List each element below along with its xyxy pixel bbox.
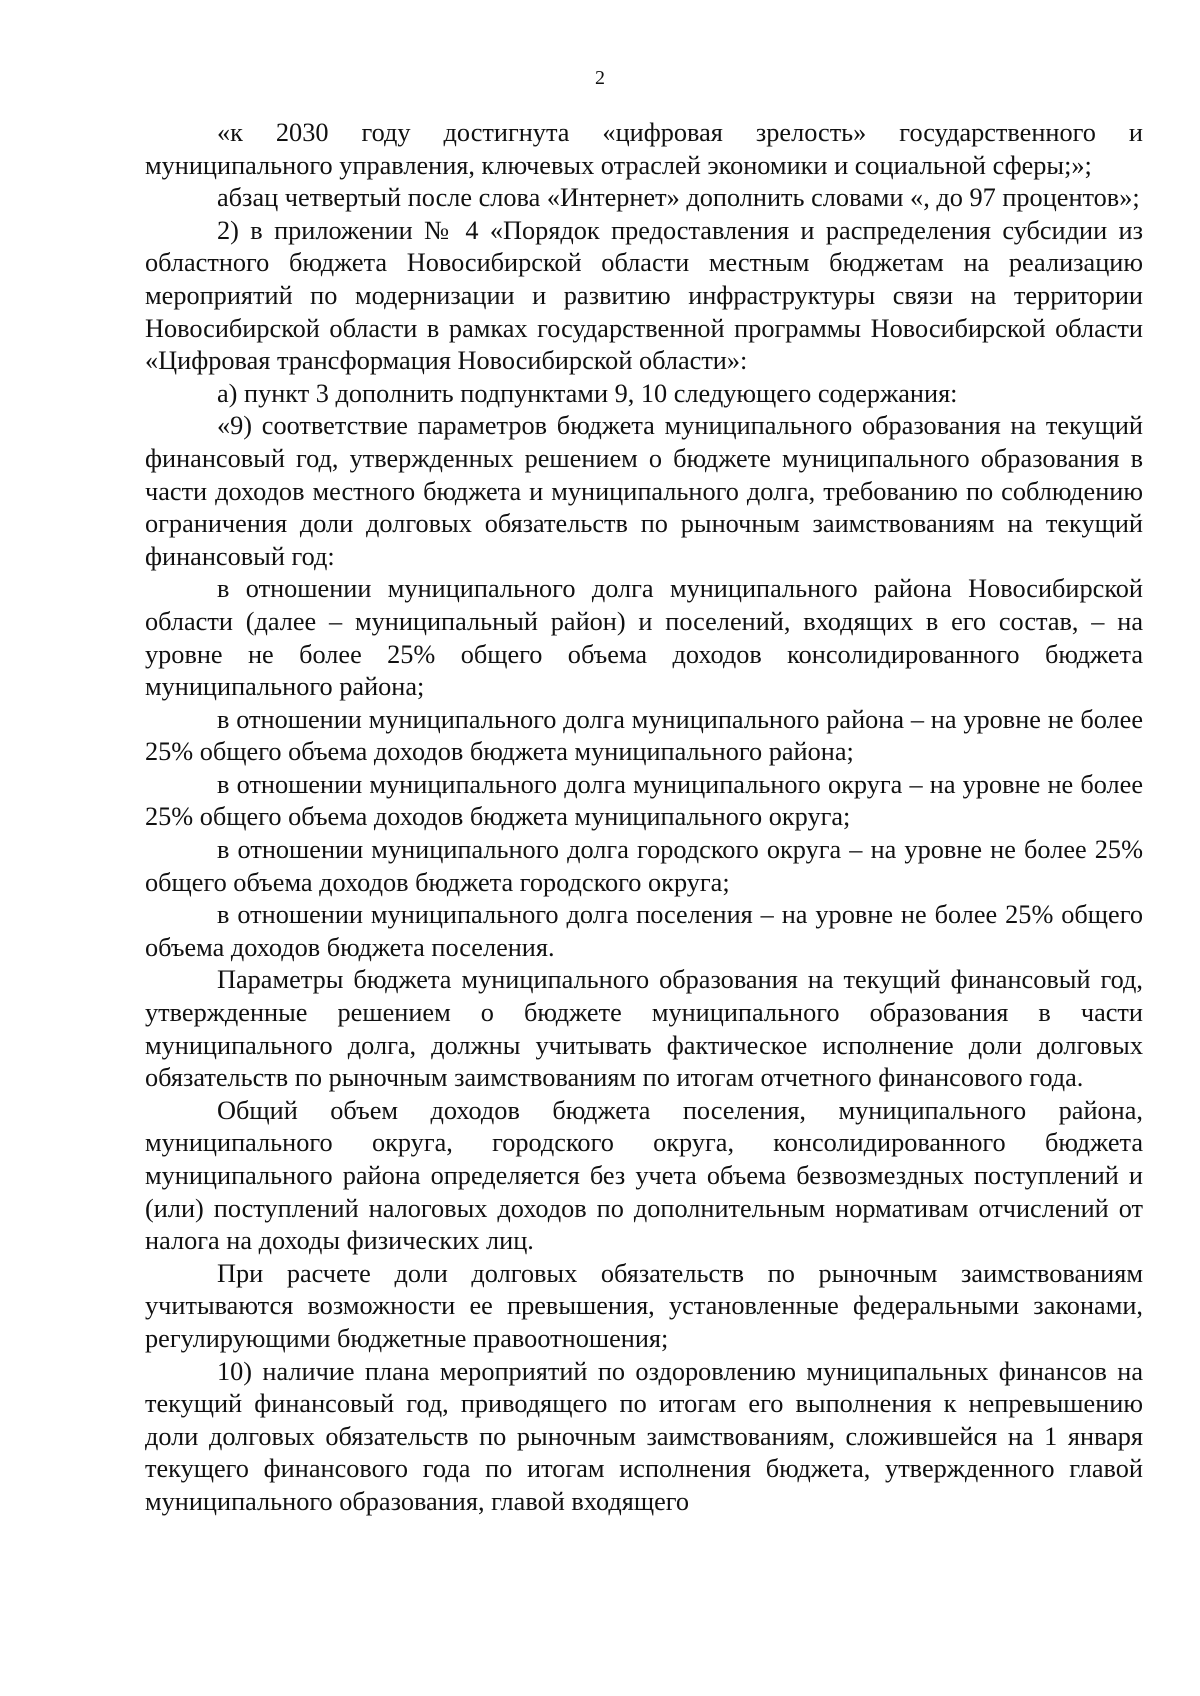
paragraph: 2) в приложении № 4 «Порядок предоставления и распределения субсидии из областного бюджета Новосибирской области местным бюджетам на реализацию мероприятий по модернизации и развитию инфраструктуры связи на территории Новосибирской области в рамках государственной программы Новосибирской области «Цифровая трансформация Новосибирской области»: — [145, 215, 1143, 376]
paragraph: а) пункт 3 дополнить подпунктами 9, 10 следующего содержания: — [217, 378, 958, 408]
paragraph: в отношении муниципального долга муниципального округа – на уровне не более 25% общего объема доходов бюджета муниципального округа; — [145, 769, 1143, 832]
paragraph: Общий объем доходов бюджета поселения, муниципального района, муниципального округа, городского округа, консолидированного бюджета муниципального района определяется без учета объема безвозмездных поступлений и (или) поступлений налоговых доходов по дополнительным нормативам отчислений от налога на доходы физических лиц. — [145, 1095, 1143, 1256]
paragraph: «9) соответствие параметров бюджета муниципального образования на текущий финансовый год, утвержденных решением о бюджете муниципального образования в части доходов местного бюджета и муниципального долга, требованию по соблюдению ограничения доли долговых обязательств по рыночным заимствованиям на текущий финансовый год: — [145, 411, 1143, 571]
paragraph: При расчете доли долговых обязательств по рыночным заимствованиям учитываются возможности ее превышения, установленные федеральными законами, регулирующими бюджетные правоотношения; — [145, 1258, 1143, 1353]
paragraph: в отношении муниципального долга поселения – на уровне не более 25% общего объема доходов бюджета поселения. — [145, 900, 1143, 962]
paragraph: Параметры бюджета муниципального образования на текущий финансовый год, утвержденные решением о бюджете муниципального образования в части муниципального долга, должны учитывать фактическое исполнение доли долговых обязательств по рыночным заимствованиям по итогам отчетного финансового года. — [145, 965, 1143, 1093]
paragraph: абзац четвертый после слова «Интернет» дополнить словами «, до 97 процентов»; — [217, 183, 1140, 213]
paragraph: «к 2030 году достигнута «цифровая зрелость» государственного и муниципального управления, ключевых отраслей экономики и социальной сферы;»; — [145, 118, 1143, 180]
paragraph: в отношении муниципального долга муниципального района – на уровне не более 25% общего объема доходов бюджета муниципального района; — [145, 704, 1143, 767]
paragraph: 10) наличие плана мероприятий по оздоровлению муниципальных финансов на текущий финансовый год, приводящего по итогам его выполнения к непревышению доли долговых обязательств по рыночным заимствованиям, сложившейся на 1 января текущего финансового года по итогам исполнения бюджета, утвержденного главой муниципального образования, главой входящего — [145, 1356, 1143, 1516]
paragraph: в отношении муниципального долга городского округа – на уровне не более 25% общего объема доходов бюджета городского округа; — [145, 835, 1143, 897]
page-number: 2 — [595, 67, 605, 89]
paragraph: в отношении муниципального долга муниципального района Новосибирской области (далее – муниципальный район) и поселений, входящих в его состав, – на уровне не более 25% общего объема доходов консолидированного бюджета муниципального района; — [145, 574, 1143, 702]
document-body — [145, 117, 1143, 1519]
